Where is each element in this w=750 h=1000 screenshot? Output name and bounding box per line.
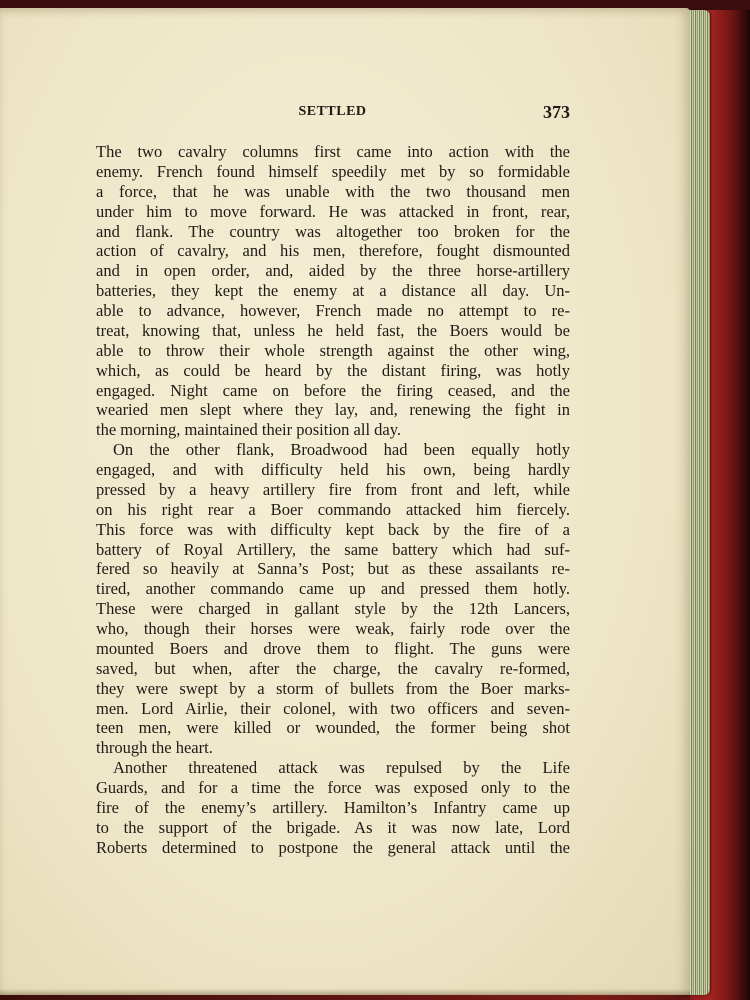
- text-line: the morning, maintained their position all day.: [96, 420, 402, 440]
- text-line: On the other flank, Broadwood had been equally hotly: [113, 440, 570, 460]
- text-line: to the support of the brigade. As it was now late, Lord: [96, 817, 570, 837]
- text-line: under him to move forward. He was attacked in front, rear,: [96, 201, 570, 221]
- text-line: Guards, and for a time the force was exposed only to the: [96, 778, 570, 797]
- text-line: engaged, and with difficulty held his own, being hardly: [96, 460, 570, 479]
- text-line: able to advance, however, French made no attempt to re-: [96, 301, 570, 320]
- text-line: on his right rear a Boer commando attacked him fiercely.: [96, 499, 570, 519]
- text-line: saved, but when, after the charge, the cavalry re-formed,: [96, 658, 570, 678]
- text-line: engaged. Night came on before the firing ceased, and the: [96, 380, 570, 400]
- page-number: 373: [543, 102, 570, 122]
- page-shadow: [0, 989, 690, 995]
- text-line: action of cavalry, and his men, therefore, fought dismounted: [96, 241, 570, 261]
- paragraph: [96, 440, 570, 758]
- paragraph: [96, 758, 570, 857]
- body-text: [96, 142, 570, 858]
- text-line: wearied men slept where they lay, and, renewing the fight in: [96, 400, 570, 420]
- text-line: men. Lord Airlie, their colonel, with two officers and seven-: [96, 698, 570, 718]
- text-line: fire of the enemy’s artillery. Hamilton’s Infantry came up: [96, 797, 570, 817]
- text-line: able to throw their whole strength against the other wing,: [96, 340, 570, 360]
- text-line: This force was with difficulty kept back by the fire of a: [96, 519, 570, 539]
- text-line: mounted Boers and drove them to flight. The guns were: [96, 638, 570, 658]
- text-line: through the heart.: [96, 738, 213, 758]
- text-line: battery of Royal Artillery, the same battery which had suf-: [96, 539, 570, 559]
- text-line: pressed by a heavy artillery fire from front and left, while: [96, 479, 570, 499]
- text-line: and flank. The country was altogether too broken for the: [96, 221, 570, 241]
- running-head: SETTLED: [298, 104, 367, 119]
- text-line: batteries, they kept the enemy at a distance all day. Un-: [96, 281, 570, 301]
- text-line: which, as could be heard by the distant firing, was hotly: [96, 360, 570, 380]
- text-line: These were charged in gallant style by the 12th Lancers,: [96, 599, 570, 619]
- text-line: teen men, were killed or wounded, the former being shot: [96, 718, 570, 738]
- text-line: tired, another commando came up and pressed them hotly.: [96, 579, 570, 599]
- text-line: enemy. French found himself speedily met by so formidable: [96, 161, 570, 181]
- text-line: and in open order, and, aided by the three horse-artillery: [96, 261, 570, 281]
- text-line: treat, knowing that, unless he held fast, the Boers would be: [96, 320, 570, 340]
- text-line: who, though their horses were weak, fairly rode over the: [96, 619, 570, 638]
- text-line: fered so heavily at Sanna’s Post; but as these assailants re-: [96, 559, 570, 579]
- text-line: The two cavalry columns first came into action with the: [96, 142, 570, 161]
- text-line: Another threatened attack was repulsed by the Life: [113, 758, 570, 778]
- text-line: a force, that he was unable with the two thousand men: [96, 181, 570, 201]
- page-header: [95, 104, 570, 128]
- text-line: Roberts determined to postpone the general attack until the: [96, 837, 570, 857]
- paragraph: [96, 142, 570, 440]
- text-line: they were swept by a storm of bullets from the Boer marks-: [96, 678, 570, 698]
